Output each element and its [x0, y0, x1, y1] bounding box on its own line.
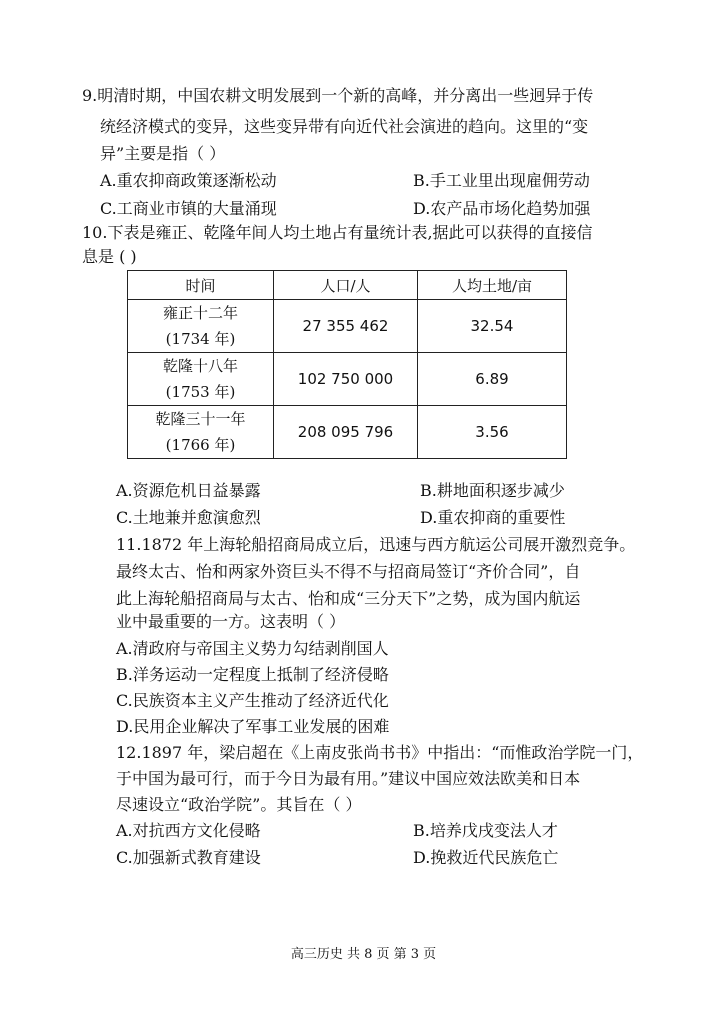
table-cell-year: (1753 年) [165, 383, 236, 401]
table-cell-year: (1734 年) [165, 330, 236, 348]
question-11-option-c[interactable]: C.民族资本主义产生推动了经济近代化 [116, 691, 389, 710]
table-header-row [128, 271, 567, 300]
table-header-time: 时间 [128, 271, 274, 300]
question-11-stem-line-2: 最终太古、怡和两家外资巨头不得不与招商局签订“齐价合同”，自 [116, 562, 581, 581]
question-9-option-b[interactable]: B.手工业里出现雇佣劳动 [413, 171, 590, 190]
question-12-option-d[interactable]: D.挽救近代民族危亡 [413, 848, 559, 867]
question-10-option-a[interactable]: A.资源危机日益暴露 [116, 481, 261, 500]
table-cell-population: 27 355 462 [274, 300, 418, 353]
table-row [128, 300, 567, 353]
question-9-stem-line-3: 异”主要是指（ ） [100, 144, 226, 163]
question-12-stem-line-3: 尽速设立“政治学院”。其旨在（ ） [116, 795, 362, 814]
question-10-option-b[interactable]: B.耕地面积逐步减少 [420, 481, 565, 500]
question-12-stem-line-2: 于中国为最可行，而于今日为最有用。”建议中国应效法欧美和日本 [116, 769, 581, 788]
question-9-option-a[interactable]: A.重农抑商政策逐渐松动 [100, 171, 277, 190]
table-cell-land: 6.89 [418, 353, 567, 406]
table-row [128, 353, 567, 406]
population-land-table [127, 270, 567, 459]
question-10-stem-line-1: 10.下表是雍正、乾隆年间人均土地占有量统计表,据此可以获得的直接信 [82, 223, 593, 242]
question-9-stem-line-1: 9.明清时期，中国农耕文明发展到一个新的高峰，并分离出一些迥异于传 [82, 86, 594, 105]
table-row [128, 406, 567, 459]
question-12-option-b[interactable]: B.培养戊戌变法人才 [413, 821, 558, 840]
question-9-option-c[interactable]: C.工商业市镇的大量涌现 [100, 199, 277, 218]
table-cell-era: 雍正十二年 [162, 304, 238, 322]
question-10-option-d[interactable]: D.重农抑商的重要性 [420, 508, 566, 527]
question-12-stem-line-1: 12.1897 年，梁启超在《上南皮张尚书书》中指出：“而惟政治学院一门， [116, 743, 644, 762]
table-header-population: 人口/人 [274, 271, 418, 300]
question-9-option-d[interactable]: D.农产品市场化趋势加强 [413, 199, 591, 218]
question-11-stem-line-4: 业中最重要的一方。这表明（ ） [116, 612, 346, 631]
table-cell-time [128, 353, 274, 406]
question-10-stem-line-2: 息是 ( ) [82, 247, 137, 266]
table-header-land-per-capita: 人均土地/亩 [418, 271, 567, 300]
question-11-stem-line-1: 11.1872 年上海轮船招商局成立后，迅速与西方航运公司展开激烈竞争。 [116, 535, 636, 554]
table-cell-land: 3.56 [418, 406, 567, 459]
table-cell-population: 208 095 796 [274, 406, 418, 459]
question-11-option-d[interactable]: D.民用企业解决了军事工业发展的困难 [116, 717, 390, 736]
table-cell-time [128, 300, 274, 353]
question-11-stem-line-3: 此上海轮船招商局与太古、怡和成“三分天下”之势，成为国内航运 [116, 589, 581, 608]
table-cell-land: 32.54 [418, 300, 567, 353]
table-cell-time [128, 406, 274, 459]
table-cell-era: 乾隆十八年 [162, 357, 238, 375]
question-11-option-b[interactable]: B.洋务运动一定程度上抵制了经济侵略 [116, 665, 389, 684]
page-footer: 高三历史 共 8 页 第 3 页 [290, 947, 437, 962]
question-12-option-c[interactable]: C.加强新式教育建设 [116, 848, 261, 867]
question-12-option-a[interactable]: A.对抗西方文化侵略 [116, 821, 261, 840]
table-cell-year: (1766 年) [165, 436, 236, 454]
table-cell-era: 乾隆三十一年 [155, 410, 246, 428]
table-cell-population: 102 750 000 [274, 353, 418, 406]
question-10-option-c[interactable]: C.土地兼并愈演愈烈 [116, 508, 261, 527]
question-9-stem-line-2: 统经济模式的变异，这些变异带有向近代社会演进的趋向。这里的“变 [100, 117, 589, 136]
question-11-option-a[interactable]: A.清政府与帝国主义势力勾结剥削国人 [116, 639, 389, 658]
